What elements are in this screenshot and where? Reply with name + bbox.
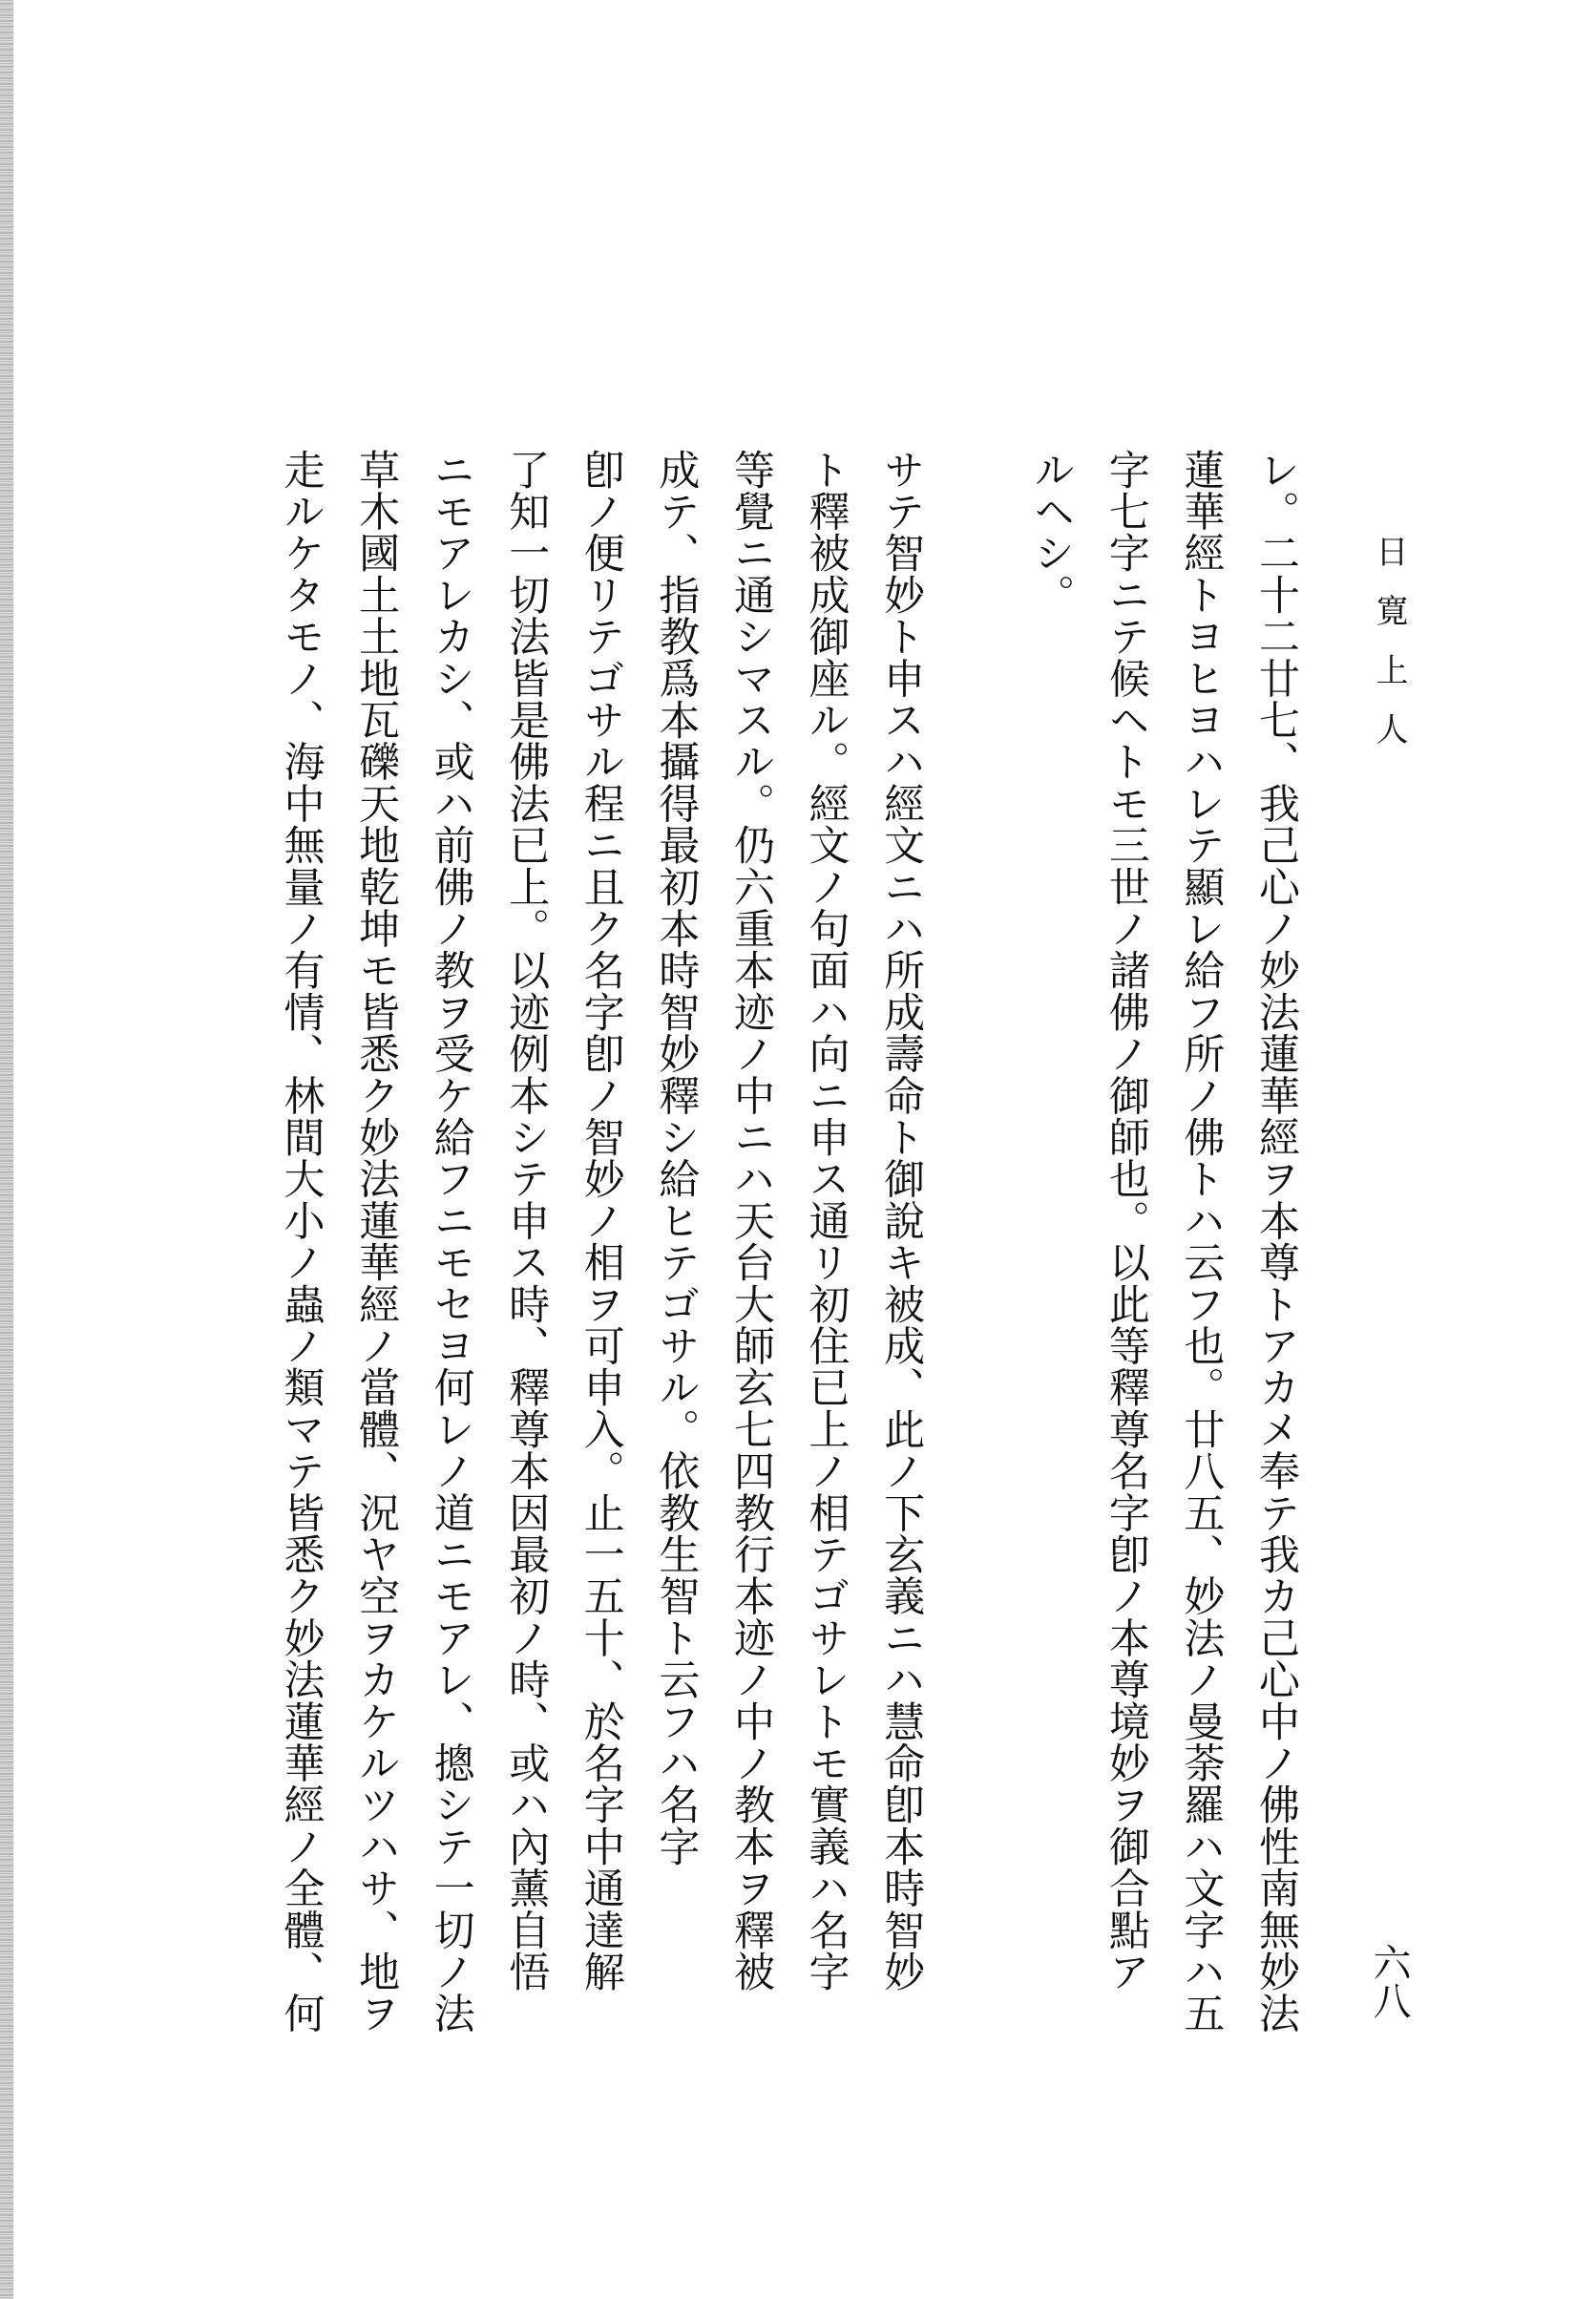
text-column: 卽ノ便リテゴサル程ニ且ク名字卽ノ智妙ノ相ヲ可申入。止一五十、於名字中通達解 <box>577 449 625 1993</box>
binding-edge <box>0 0 13 2299</box>
text-column: レ。二十二廿七、我己心ノ妙法蓮華經ヲ本尊トアカメ奉テ我カ己心中ノ佛性南無妙法 <box>1252 449 1300 2035</box>
text-column: ニモアレカシ、或ハ前佛ノ教ヲ受ケ給フニモセヨ何レノ道ニモアレ、摠シテ一切ノ法 <box>427 449 475 2035</box>
text-column: 成テ、指教爲本攝得最初本時智妙釋シ給ヒテゴサル。依教生智ト云フハ名字 <box>652 449 701 1867</box>
running-title: 日寛上人 <box>1370 535 1408 771</box>
text-column: 等覺ニ通シマスル。仍六重本迹ノ中ニハ天台大師玄七四教行本迹ノ中ノ教本ヲ釋被 <box>726 449 775 1993</box>
vertical-text-block <box>274 449 1324 2091</box>
text-column: 了知一切法皆是佛法已上。以迹例本シテ申ス時、釋尊本因最初ノ時、或ハ內薰自悟 <box>502 449 551 1993</box>
text-column: 字七字ニテ候ヘトモ三世ノ諸佛ノ御師也。以此等釋尊名字卽ノ本尊境妙ヲ御合點ア <box>1102 449 1150 1993</box>
text-column: ト釋被成御座ル。經文ノ句面ハ向ニ申ス通リ初住已上ノ相テゴサレトモ實義ハ名字 <box>802 449 850 1993</box>
text-column: ルヘシ。 <box>1027 449 1076 616</box>
page-number: 六八 <box>1367 1943 1411 2019</box>
text-column: 走ルケタモノ、海中無量ノ有情、林間大小ノ蟲ノ類マテ皆悉ク妙法蓮華經ノ全體、何 <box>277 449 326 2035</box>
text-column: サテ智妙ト申スハ經文ニハ所成壽命ト御說キ被成、此ノ下玄義ニハ慧命卽本時智妙 <box>877 449 926 1993</box>
text-column: 草木國土土地瓦礫天地乾坤モ皆悉ク妙法蓮華經ノ當體、況ヤ空ヲカケルツハサ、地ヲ <box>352 449 401 2035</box>
text-column: 蓮華經トヨヒヨハレテ顯レ給フ所ノ佛トハ云フ也。廿八五、妙法ノ曼荼羅ハ文字ハ五 <box>1177 449 1226 2035</box>
